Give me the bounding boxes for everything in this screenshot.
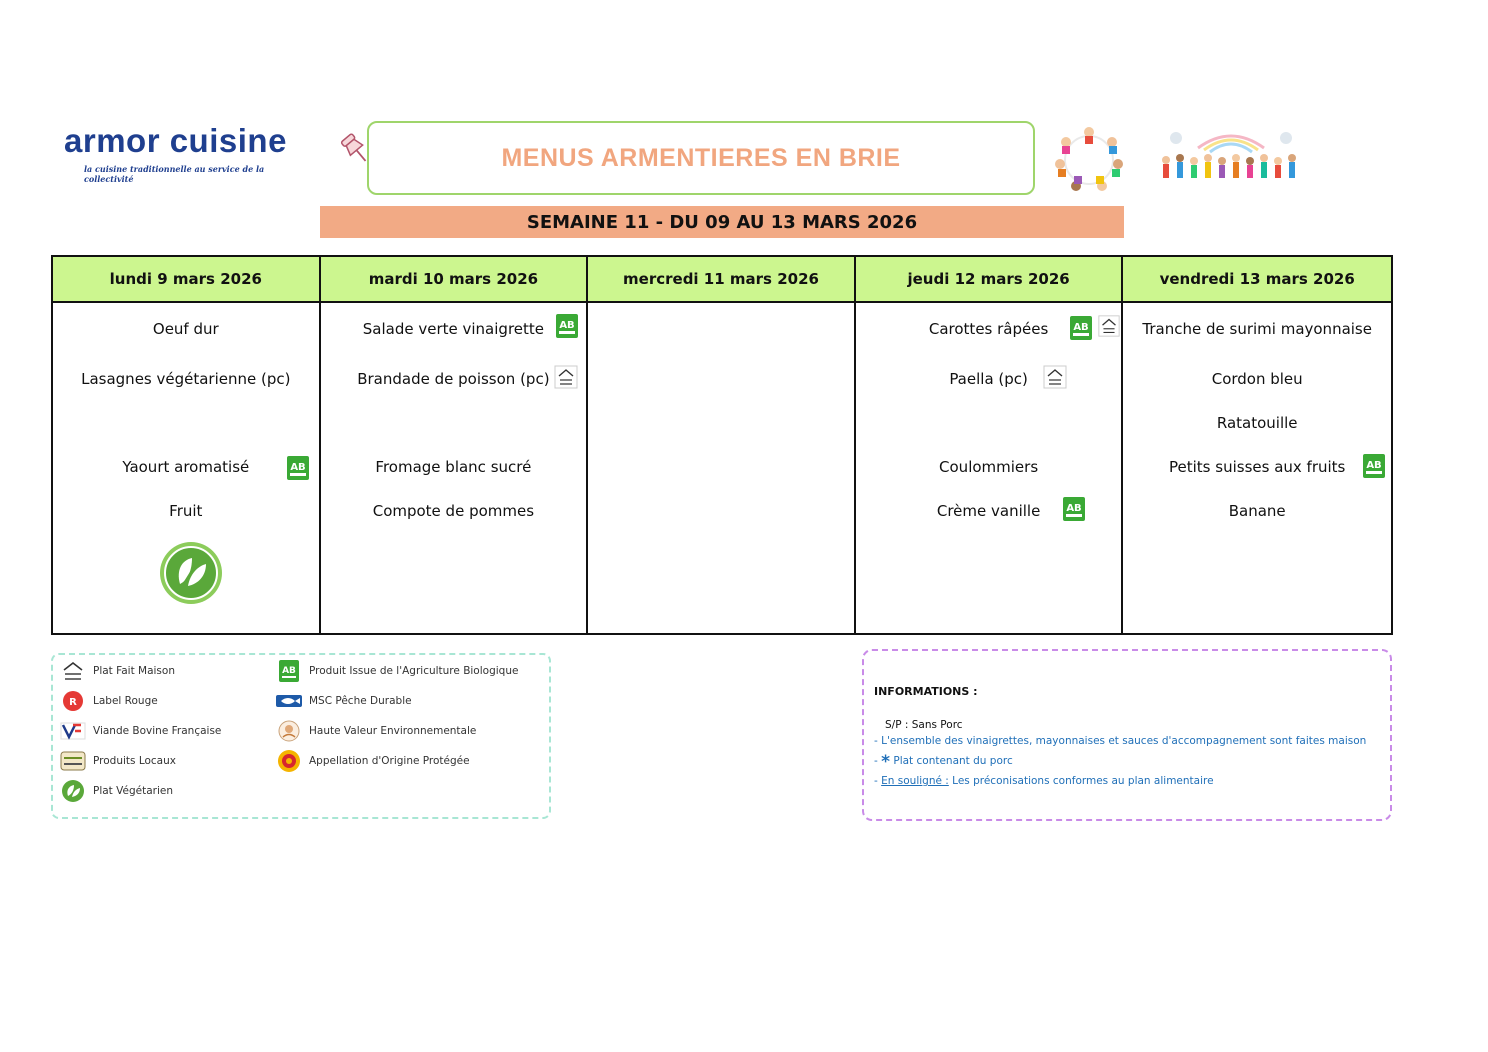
- dish: Paella (pc): [949, 370, 1028, 388]
- ab-organic-icon: [1362, 453, 1386, 479]
- dish: Compote de pommes: [372, 502, 535, 520]
- day-header: mercredi 11 mars 2026: [588, 257, 854, 303]
- day-header: mardi 10 mars 2026: [321, 257, 587, 303]
- svg-text:AB: AB: [1366, 460, 1383, 471]
- dish: Fruit: [169, 502, 203, 520]
- legend-item: [59, 659, 175, 683]
- house-icon: [59, 659, 87, 683]
- info-dash: -: [874, 755, 882, 767]
- hve-icon: [275, 719, 303, 743]
- day-column-wednesday: [588, 257, 856, 633]
- dish: Tranche de surimi mayonnaise: [1142, 320, 1372, 338]
- children-circle-icon: [1052, 124, 1126, 196]
- legend-item: [59, 779, 173, 803]
- dish: Petits suisses aux fruits: [1169, 458, 1346, 476]
- info-underlined-label: En souligné :: [881, 775, 949, 787]
- legend-label: Plat Fait Maison: [93, 665, 175, 677]
- star-icon: *: [881, 752, 891, 772]
- info-line-pork: [874, 752, 1013, 772]
- week-label: SEMAINE 11 - DU 09 AU 13 MARS 2026: [526, 211, 918, 233]
- legend-label: Produits Locaux: [93, 755, 176, 767]
- legend-label: Produit Issue de l'Agriculture Biologique: [309, 665, 519, 677]
- brand-logo: [64, 122, 314, 184]
- svg-text:AB: AB: [1073, 322, 1089, 333]
- day-column-tuesday: [321, 257, 589, 633]
- msc-fish-icon: [275, 689, 303, 713]
- dish: Ratatouille: [1216, 414, 1298, 432]
- vbf-icon: [59, 719, 87, 743]
- dish: Salade verte vinaigrette: [362, 320, 544, 338]
- dish: Carottes râpées: [928, 320, 1049, 338]
- svg-text:AB: AB: [282, 666, 296, 676]
- dish: Cordon bleu: [1211, 370, 1303, 388]
- dish: Yaourt aromatisé: [122, 458, 250, 476]
- ab-organic-icon: [1069, 315, 1093, 341]
- legend-item: [275, 749, 470, 773]
- day-header: jeudi 12 mars 2026: [856, 257, 1122, 303]
- day-column-monday: [53, 257, 321, 633]
- legend-item: [275, 689, 412, 713]
- children-group-illustration: [1158, 128, 1304, 190]
- dish: Lasagnes végétarienne (pc): [81, 370, 291, 388]
- legend-label: Appellation d'Origine Protégée: [309, 755, 470, 767]
- legend-label: Label Rouge: [93, 695, 158, 707]
- legend-item: [275, 719, 476, 743]
- dish: Coulommiers: [939, 458, 1039, 476]
- brand-name: armor cuisine: [64, 122, 287, 159]
- vegetarian-leaf-icon: [158, 540, 224, 606]
- ab-organic-icon: [286, 455, 310, 481]
- ab-organic-icon: [275, 659, 303, 683]
- ab-organic-icon: [555, 313, 579, 339]
- day-header: lundi 9 mars 2026: [53, 257, 319, 303]
- brand-tagline: la cuisine traditionnelle au service de la collectivité: [84, 164, 265, 184]
- menu-table: [51, 255, 1393, 635]
- day-header: vendredi 13 mars 2026: [1123, 257, 1391, 303]
- title-box: [367, 121, 1035, 195]
- vegetarian-leaf-icon: [59, 779, 87, 803]
- legend-label: MSC Pêche Durable: [309, 695, 412, 707]
- page-title: MENUS ARMENTIERES EN BRIE: [501, 143, 901, 172]
- info-line-homemade: - L'ensemble des vinaigrettes, mayonnaises et sauces d'accompagnement sont faites maison: [874, 735, 1367, 747]
- house-icon: [1097, 313, 1121, 339]
- dish: Oeuf dur: [152, 320, 219, 338]
- house-icon: [553, 364, 579, 390]
- house-icon: [1042, 364, 1068, 390]
- information-box: [862, 649, 1392, 821]
- legend-item: [59, 749, 176, 773]
- local-products-icon: [59, 749, 87, 773]
- info-title: INFORMATIONS :: [874, 685, 978, 698]
- dish: Banane: [1228, 502, 1286, 520]
- ab-organic-icon: [1062, 496, 1086, 522]
- dish: Fromage blanc sucré: [375, 458, 532, 476]
- svg-text:AB: AB: [1066, 503, 1082, 514]
- week-banner: [320, 206, 1124, 238]
- info-dash: -: [874, 775, 882, 787]
- svg-text:R: R: [69, 697, 77, 708]
- info-underlined-text: Les préconisations conformes au plan alimentaire: [948, 775, 1214, 787]
- aop-icon: [275, 749, 303, 773]
- day-column-friday: [1123, 257, 1391, 633]
- legend-item: [59, 719, 221, 743]
- label-rouge-icon: [59, 689, 87, 713]
- legend-item: [59, 689, 158, 713]
- svg-text:AB: AB: [290, 462, 306, 473]
- legend-label: Plat Végétarien: [93, 785, 173, 797]
- legend-item: [275, 659, 518, 683]
- legend-label: Haute Valeur Environnementale: [309, 725, 477, 737]
- info-pork-text: Plat contenant du porc: [890, 755, 1013, 767]
- dish: Crème vanille: [936, 502, 1041, 520]
- day-column-thursday: [856, 257, 1124, 633]
- legend-box: [51, 653, 551, 819]
- svg-text:AB: AB: [558, 320, 575, 331]
- dish: Brandade de poisson (pc): [357, 370, 550, 388]
- info-sans-porc: S/P : Sans Porc: [885, 719, 963, 731]
- info-line-underlined: [874, 775, 1214, 787]
- legend-label: Viande Bovine Française: [93, 725, 222, 737]
